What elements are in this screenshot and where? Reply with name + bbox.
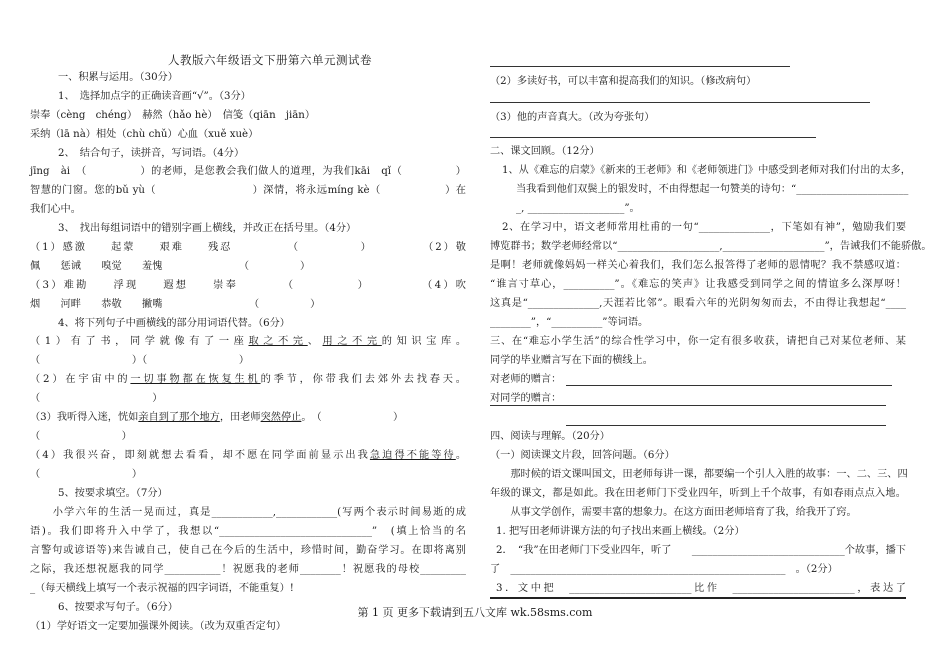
question-2-line-2: 智慧的门窗。您的bǔ yù（ ）深情，将永远míng kè（ ）在 (30, 185, 466, 196)
passage-line-2: 年级的课文，都是如此。我在田老师门下受业四年，听到上千个故事，有如春雨点点入地。 (490, 488, 906, 499)
question-3-line-1: （1）感激 起蒙 艰难 残忍 （ ） （2）敬 (30, 242, 466, 253)
question-5-line-5: _（每天横线上填写一个表示祝福的四字词语，不能重复）! (30, 583, 294, 594)
question-4-item-2 (30, 370, 466, 389)
q4-1-text: （1）有了书，同学就像有了一座 (30, 336, 249, 347)
question-3-line-3: （3）难勘 浮现 遐想 崇奉 （ ） （4）吹 (30, 280, 466, 291)
answer-line[interactable] (490, 137, 816, 138)
question-5-line-2: 语)。我们即将升入中学了，我想以“______________________________” (填上恰当的名 (30, 526, 466, 537)
column-bottom-rule (490, 597, 906, 599)
q4-1-underlined-2: 用之不完 (322, 336, 382, 347)
q4-2-text: （2）在宇宙中的 (30, 374, 131, 385)
section-3-line-2: 同学的毕业赠言写在下面的横线上。 (490, 355, 653, 366)
q4-2-underlined: 一切事物都在恢复生机 (130, 374, 261, 385)
q4-1-text-end: 的知识宝库。 (381, 336, 467, 347)
question-6-item-3: （3）他的声音真大。（改为夸张句） (490, 112, 655, 123)
review-2-line-6: ________”，“__________”等词语。 (490, 317, 649, 328)
teacher-message-line[interactable] (566, 385, 892, 386)
answer-line[interactable] (490, 66, 790, 67)
question-5-line-4: 之际，我还想祝愿我的同学___________！祝愿我的老师________！祝愿我的母校_________ (30, 564, 466, 575)
teacher-message-label: 对老师的赠言： (490, 374, 562, 385)
question-4-item-3-answer: （ ） (30, 431, 132, 442)
passage-line-3: 从事文学创作，需要丰富的想象力。在这方面田老师培育了我，给我开了窍。 (490, 507, 857, 518)
reading-question-2-line-2: 了 ______________________________________________________ 。（2分） (490, 564, 838, 575)
classmate-message-line[interactable] (566, 425, 886, 426)
question-6-item-1: （1）学好语文一定要加强课外阅读。（改为双重否定句） (30, 621, 287, 632)
page-footer: 第 1 页 更多下载请到五八文库 wk.58sms.com (357, 606, 593, 619)
q4-2-text-end: 的季节，你带我们去郊外去找春天。 (260, 374, 466, 385)
review-2-line-5: 这真是“______________,天涯若比邻”。眼看六年的光阴匆匆而去，不由得让我想起“____ (490, 298, 906, 309)
section-3-line-1: 三、在“难忘小学生活”的综合性学习中，你一定有很多收获，请把自己对某位老师、某 (490, 336, 906, 347)
question-5-line-1: 小学六年的生活一晃而过，真是____________,____________(写两个表示时间易逝的成 (30, 507, 466, 518)
review-1-line-1: 1、从《难忘的启蒙》《新来的王老师》和《老师领进门》中感受到老师对我们付出的太多， (502, 165, 911, 176)
question-2-line-3: 我们心中。 (30, 204, 81, 215)
review-2-line-1: 2、在学习中，语文老师常用杜甫的一句“______________，下笔如有神”，勉励我们要 (502, 222, 906, 233)
page-title: 人教版六年级语文下册第六单元测试卷 (168, 53, 372, 67)
reading-question-3: 3．文中把 ________________________比作 ________________________，表达了 (496, 583, 906, 594)
question-4-item-1-answer: （ ）（ ） (30, 355, 250, 366)
review-1-line-2: 当我看到他们双鬓上的银发时，不由得想起一句赞美的诗句：“______________________ (516, 184, 909, 195)
question-3-line-4: 烟 河畔 恭敬 撇嘴 （ ） (30, 299, 321, 310)
q4-3-underlined-1: 亲自到了那个地方 (138, 412, 220, 423)
q4-4-text-end: 。 (455, 450, 466, 461)
reading-1-heading: （一）阅读课文片段，回答问题。（6分） (490, 450, 675, 461)
question-1-line-2: 采纳（lā nà）相处（chù chǔ）心血（xuě xuè） (30, 129, 259, 140)
passage-line-1: 那时候的语文课叫国文，田老师每讲一课，都要编一个引人入胜的故事：一、二、三、四 (490, 469, 908, 480)
section-2-heading: 二、课文回顾。（12分） (490, 146, 600, 157)
question-6-item-2: （2）多读好书，可以丰富和提高我们的知识。（修改病句） (490, 76, 757, 87)
review-2-line-3: 是啊！老师就像妈妈一样关心着我们，我们怎么报答得了老师的恩情呢？我不禁感叹道： (490, 260, 906, 271)
question-4-heading: 4、将下列句子中画横线的部分用词语代替。（6分） (58, 318, 290, 329)
q4-4-text: （4）我很兴奋，即刻就想去看看，却不愿在同学面前显示出我 (30, 450, 370, 461)
section-1-heading: 一、积累与运用。（30分） (58, 72, 178, 83)
q4-3-text-mid: ，田老师 (219, 412, 261, 423)
classmate-message-label: 对同学的赠言： (490, 393, 562, 404)
question-1-heading: 1、 选择加点字的正确读音画“√”。（3分） (58, 91, 251, 102)
question-5-heading: 5、按要求填空。（7分） (58, 488, 168, 499)
question-4-item-4-answer: （ ） (30, 469, 143, 480)
review-2-line-2: 博览群书；数学老师经常以“____________________,____________________”，告诫我们不能骄傲。 (490, 241, 932, 252)
question-3-line-2: 佩 惩诫 嗅觉 羞愧 （ ） (30, 261, 311, 272)
question-1-line-1: 崇奉（cèng chéng） 赫然（hǎo hè） 信笺（qiān jiān） (30, 110, 316, 121)
section-4-heading: 四、阅读与理解。（20分） (490, 431, 610, 442)
question-2-line-1: jīng ài （ ）的老师，是您教会我们做人的道理，为我们kāi qǐ（ ） (30, 166, 466, 177)
question-4-item-4 (30, 446, 466, 465)
answer-line[interactable] (490, 102, 870, 103)
q4-3-underlined-2: 突然停止 (260, 412, 302, 423)
reading-question-1: 1. 把写田老师讲课方法的句子找出来画上横线。（2分） (496, 526, 745, 537)
q4-1-underlined-1: 取之不完 (248, 336, 308, 347)
question-3-heading: 3、 找出每组词语中的错别字画上横线，并改正在括号里。（4分） (58, 223, 357, 234)
question-4-item-2-answer: （ ） (30, 393, 163, 404)
question-2-heading: 2、 结合句子，读拼音，写词语。（4分） (58, 148, 245, 159)
q4-3-text: （3）我听得入迷，恍如 (30, 412, 139, 423)
question-6-heading: 6、按要求写句子。（6分） (58, 602, 178, 613)
review-2-line-4: “谁言寸草心，__________”。《难忘的笑声》让我感受到同学之间的情谊多么深厚呀！ (490, 279, 906, 290)
q4-1-separator: 、 (307, 336, 323, 347)
question-4-item-1 (30, 332, 466, 351)
question-5-line-3: 言警句或谚语等)来告诫自己，使自己在今后的生活中，珍惜时间，勤奋学习。在即将离别 (30, 545, 466, 556)
q4-3-text-end: 。 （ ） (301, 412, 404, 423)
review-1-line-3: _, ___________________”。 (516, 203, 640, 214)
question-4-item-3 (30, 408, 403, 427)
reading-question-2-line-1: 2． “我”在田老师门下受业四年，听了 ______________________________个故事，播下 (496, 545, 906, 556)
q4-4-underlined: 急迫得不能等待 (369, 450, 456, 461)
